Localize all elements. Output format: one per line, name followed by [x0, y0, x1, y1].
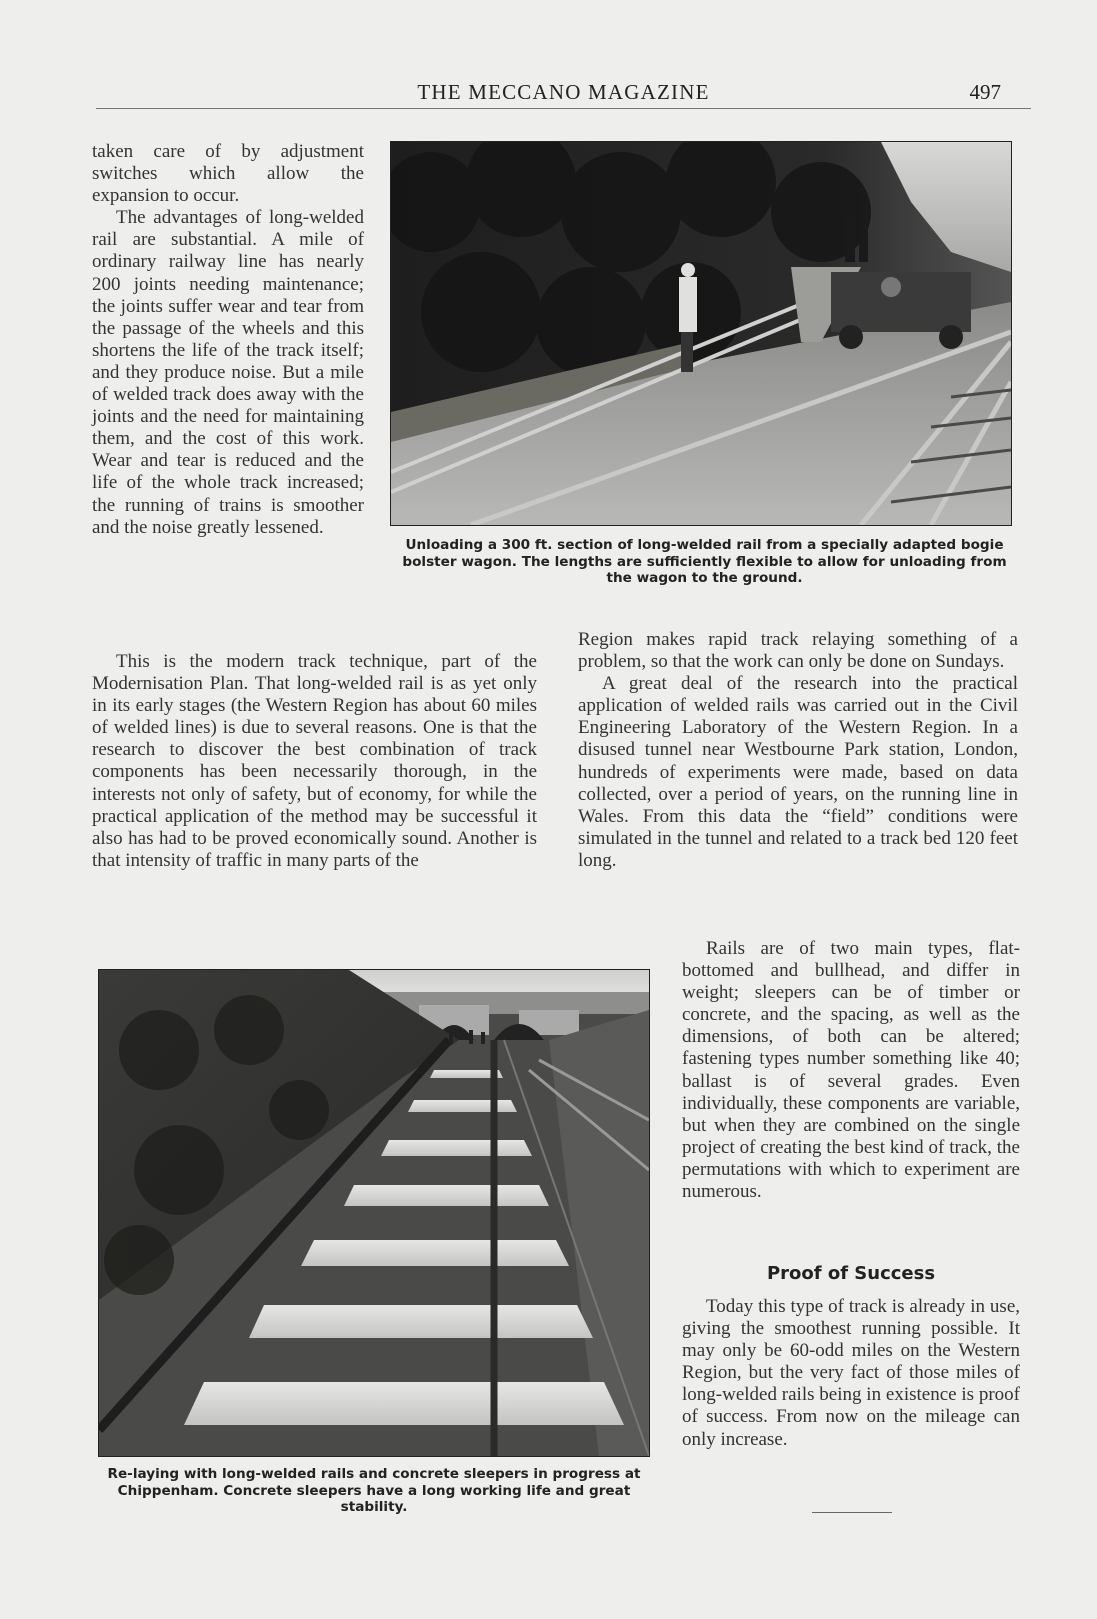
page-number: 497	[969, 80, 1001, 104]
caption-top-photo: Unloading a 300 ft. section of long-welded rail from a specially adapted bogie bolster wagon. The lengths are sufficiently flexible to allow for unloading from the wagon to the ground.	[402, 537, 1007, 586]
end-rule	[812, 1512, 892, 1513]
paragraph: A great deal of the research into the practical application of welded rails was carried out in the Civil Engineering Laboratory of the Western Region. In a disused tunnel near Westbourne Park station, London, hundreds of experiments were made, based on data collected, over a period of years, on the running line in Wales. From this data the “field” conditions were simulated in the tunnel and related to a track bed 120 feet long.	[578, 673, 1018, 871]
paragraph: Region makes rapid track relaying something of a problem, so that the work can only be done on Sundays.	[578, 629, 1018, 673]
rail-unloading-photo-icon	[391, 142, 1011, 525]
running-head	[96, 78, 1031, 109]
article-column-right-lower	[682, 1296, 1020, 1451]
article-column-right-upper	[682, 938, 1020, 1203]
masthead: THE MECCANO MAGAZINE	[417, 80, 710, 104]
photo-track-relaying	[98, 969, 650, 1457]
article-column-middle	[578, 629, 1018, 872]
paragraph: Rails are of two main types, flat-bottomed and bullhead, and differ in weight; sleepers can be of timber or concrete, and the spacing, as well as the dimensions, of both can be altered; fastening types number something like 40; ballast is of several grades. Even individually, these components are variable, but when they are combined on the single project of creating the best kind of track, the permutations with which to experiment are numerous.	[682, 938, 1020, 1203]
article-column-left-lower	[92, 651, 537, 872]
article-column-left-upper	[92, 141, 364, 539]
paragraph: This is the modern track technique, part of the Modernisation Plan. That long-welded rail is as yet only in its early stages (the Western Region has about 60 miles of welded lines) is due to several reasons. One is that the research to discover the best combination of track components has been necessarily thorough, in the interests not only of safety, but of economy, for while the practical application of the method may be successful it also has had to be proved economically sound. Another is that intensity of traffic in many parts of the	[92, 651, 537, 871]
paragraph: Today this type of track is already in use, giving the smoothest running possible. It may only be 60-odd miles on the Western Region, but the very fact of those miles of long-welded rails being in existence is proof of success. From now on the mileage can only increase.	[682, 1296, 1020, 1450]
caption-bottom-photo: Re-laying with long-welded rails and concrete sleepers in progress at Chippenham. Concrete sleepers have a long working life and great stability.	[107, 1466, 641, 1515]
track-relaying-photo-icon	[99, 970, 649, 1456]
photo-rail-unloading	[390, 141, 1012, 526]
subheading: Proof of Success	[766, 1263, 936, 1284]
paragraph: taken care of by adjustment switches which allow the expansion to occur.	[92, 141, 364, 207]
paragraph: The advantages of long-welded rail are substantial. A mile of ordinary railway line has nearly 200 joints needing maintenance; the joints suffer wear and tear from the passage of the wheels and this shortens the life of the track itself; and they produce noise. But a mile of welded track does away with the joints and the need for maintaining them, and the cost of this work. Wear and tear is reduced and the life of the whole track increased; the running of trains is smoother and the noise greatly lessened.	[92, 207, 364, 538]
